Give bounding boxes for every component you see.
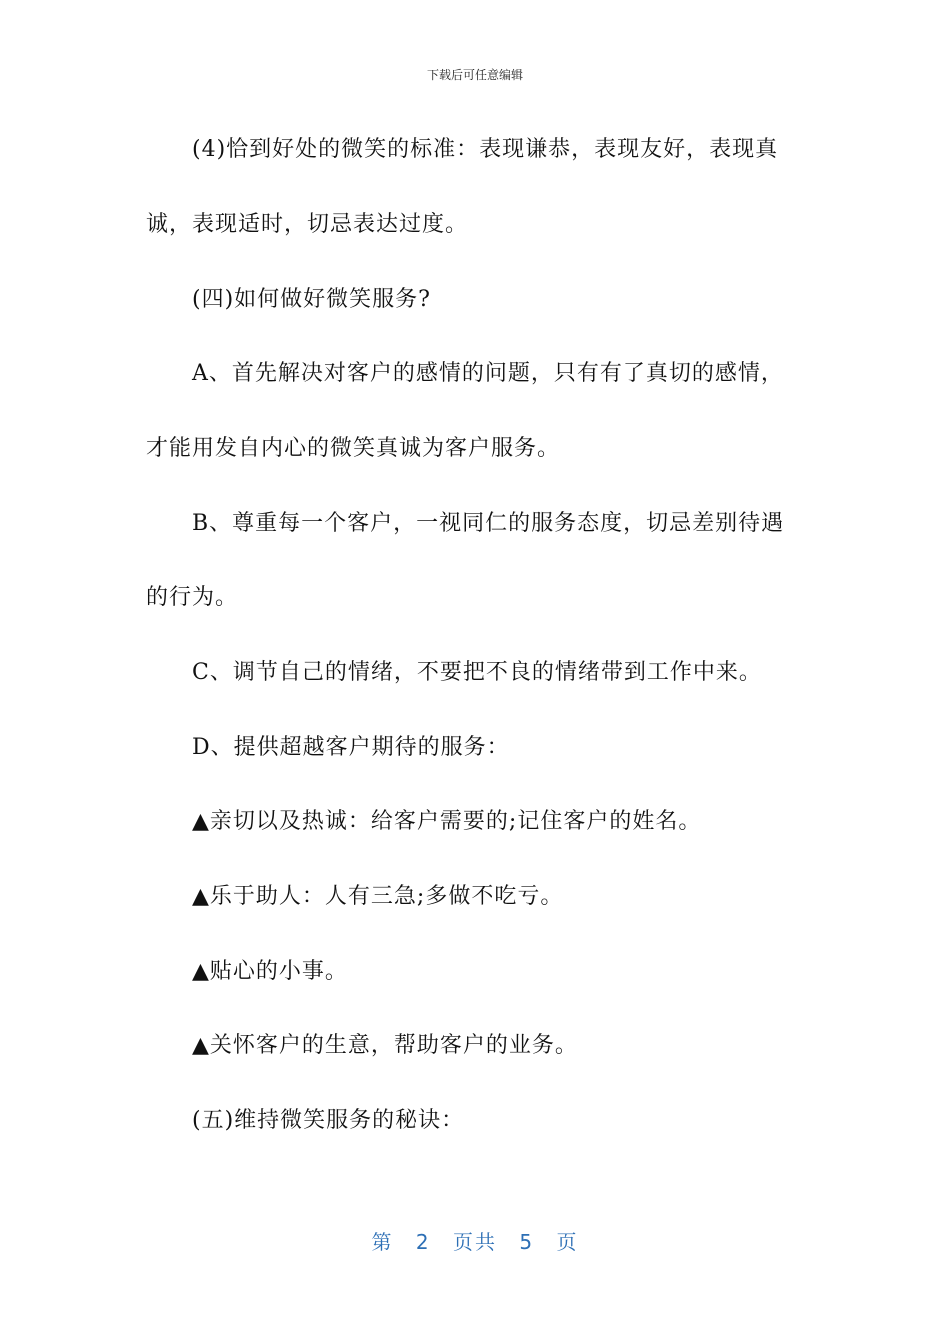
paragraph-line: C、调节自己的情绪，不要把不良的情绪带到工作中来。 [192, 660, 762, 685]
paragraph-line: 诚，表现适时，切忌表达过度。 [146, 212, 469, 237]
paragraph-line: 才能用发自内心的微笑真诚为客户服务。 [146, 436, 561, 461]
bullet-item: ▲乐于助人：人有三急;多做不吃亏。 [192, 884, 564, 909]
total-pages-number: 5 [519, 1230, 535, 1254]
section-heading: (四)如何做好微笑服务? [192, 287, 431, 312]
page-header: 下载后可任意编辑 [426, 68, 523, 82]
bullet-item: ▲贴心的小事。 [192, 959, 348, 984]
current-page-number: 2 [415, 1230, 431, 1254]
paragraph-line: (4)恰到好处的微笑的标准：表现谦恭，表现友好，表现真 [192, 137, 779, 162]
paragraph-line: A、首先解决对客户的感情的问题，只有有了真切的感情， [192, 361, 784, 386]
paragraph-line: 的行为。 [146, 585, 239, 610]
bullet-item: ▲亲切以及热诚：给客户需要的;记住客户的姓名。 [192, 809, 702, 834]
bullet-item: ▲关怀客户的生意，帮助客户的业务。 [192, 1033, 578, 1058]
footer-middle: 页共 [453, 1230, 497, 1254]
paragraph-line: D、提供超越客户期待的服务： [192, 735, 510, 760]
footer-prefix: 第 [371, 1230, 394, 1254]
section-heading: (五)维持微笑服务的秘诀： [192, 1108, 465, 1133]
page-footer [0, 1226, 950, 1255]
footer-suffix: 页 [556, 1230, 579, 1254]
paragraph-line: B、尊重每一个客户，一视同仁的服务态度，切忌差别待遇 [192, 511, 785, 536]
